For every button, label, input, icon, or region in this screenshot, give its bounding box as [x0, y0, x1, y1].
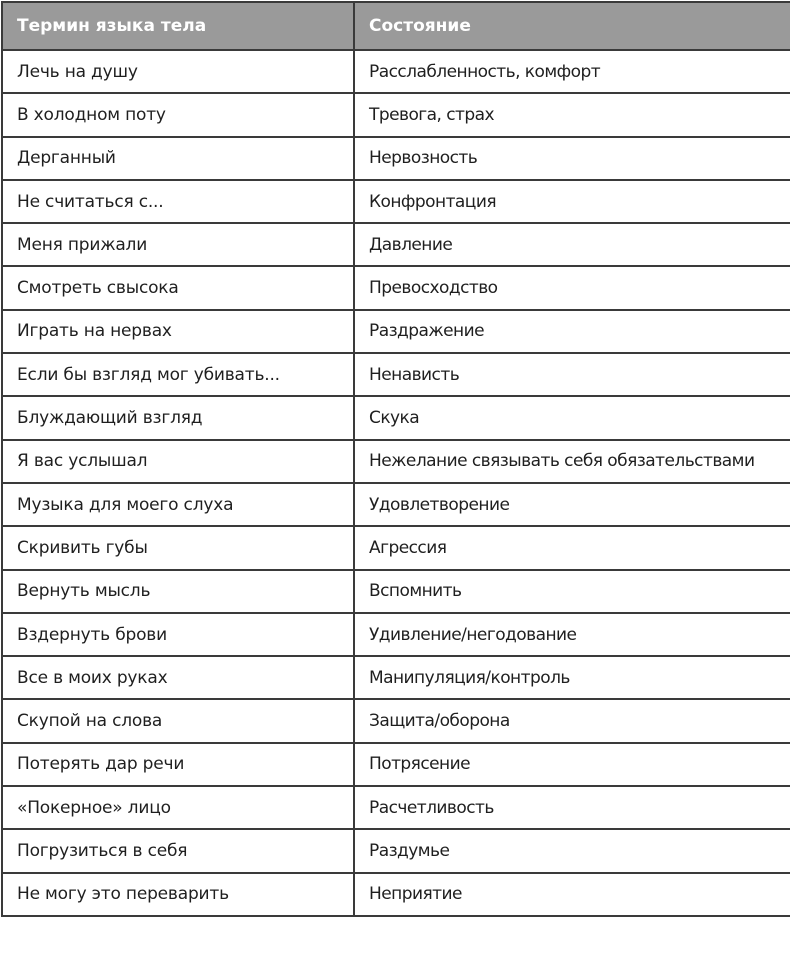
body-language-table — [1, 1, 790, 917]
table-row — [2, 266, 790, 309]
state-cell: Конфронтация — [354, 180, 790, 223]
state-cell: Неприятие — [354, 873, 790, 916]
term-cell: Скупой на слова — [2, 699, 354, 742]
term-cell: В холодном поту — [2, 93, 354, 136]
table-row — [2, 873, 790, 916]
table-row — [2, 223, 790, 266]
state-cell: Раздумье — [354, 829, 790, 872]
term-cell: Смотреть свысока — [2, 266, 354, 309]
table-row — [2, 743, 790, 786]
state-cell: Потрясение — [354, 743, 790, 786]
term-cell: Играть на нервах — [2, 310, 354, 353]
table-row — [2, 656, 790, 699]
term-cell: Все в моих руках — [2, 656, 354, 699]
term-cell: Вернуть мысль — [2, 570, 354, 613]
table-row — [2, 396, 790, 439]
table-row — [2, 180, 790, 223]
header-term: Термин языка тела — [2, 2, 354, 50]
table-row — [2, 786, 790, 829]
term-cell: Вздернуть брови — [2, 613, 354, 656]
state-cell: Ненависть — [354, 353, 790, 396]
state-cell: Удивление/негодование — [354, 613, 790, 656]
table-row — [2, 829, 790, 872]
table-row — [2, 50, 790, 93]
term-cell: Лечь на душу — [2, 50, 354, 93]
table-row — [2, 699, 790, 742]
state-cell: Нежелание связывать себя обязательствами — [354, 440, 790, 483]
term-cell: Музыка для моего слуха — [2, 483, 354, 526]
state-cell: Расчетливость — [354, 786, 790, 829]
state-cell: Скука — [354, 396, 790, 439]
term-cell: Не могу это переварить — [2, 873, 354, 916]
state-cell: Раздражение — [354, 310, 790, 353]
state-cell: Агрессия — [354, 526, 790, 569]
term-cell: Блуждающий взгляд — [2, 396, 354, 439]
term-cell: Скривить губы — [2, 526, 354, 569]
table-row — [2, 137, 790, 180]
term-cell: «Покерное» лицо — [2, 786, 354, 829]
state-cell: Нервозность — [354, 137, 790, 180]
state-cell: Защита/оборона — [354, 699, 790, 742]
table-row — [2, 310, 790, 353]
term-cell: Если бы взгляд мог убивать... — [2, 353, 354, 396]
term-cell: Меня прижали — [2, 223, 354, 266]
table-row — [2, 440, 790, 483]
term-cell: Потерять дар речи — [2, 743, 354, 786]
state-cell: Манипуляция/контроль — [354, 656, 790, 699]
state-cell: Тревога, страх — [354, 93, 790, 136]
state-cell: Расслабленность, комфорт — [354, 50, 790, 93]
state-cell: Удовлетворение — [354, 483, 790, 526]
table-row — [2, 93, 790, 136]
table-row — [2, 613, 790, 656]
header-row — [2, 2, 790, 50]
term-cell: Дерганный — [2, 137, 354, 180]
table-row — [2, 570, 790, 613]
header-state: Состояние — [354, 2, 790, 50]
table-row — [2, 483, 790, 526]
term-cell: Не считаться с... — [2, 180, 354, 223]
state-cell: Превосходство — [354, 266, 790, 309]
state-cell: Вспомнить — [354, 570, 790, 613]
table-row — [2, 353, 790, 396]
state-cell: Давление — [354, 223, 790, 266]
term-cell: Погрузиться в себя — [2, 829, 354, 872]
term-cell: Я вас услышал — [2, 440, 354, 483]
table-row — [2, 526, 790, 569]
